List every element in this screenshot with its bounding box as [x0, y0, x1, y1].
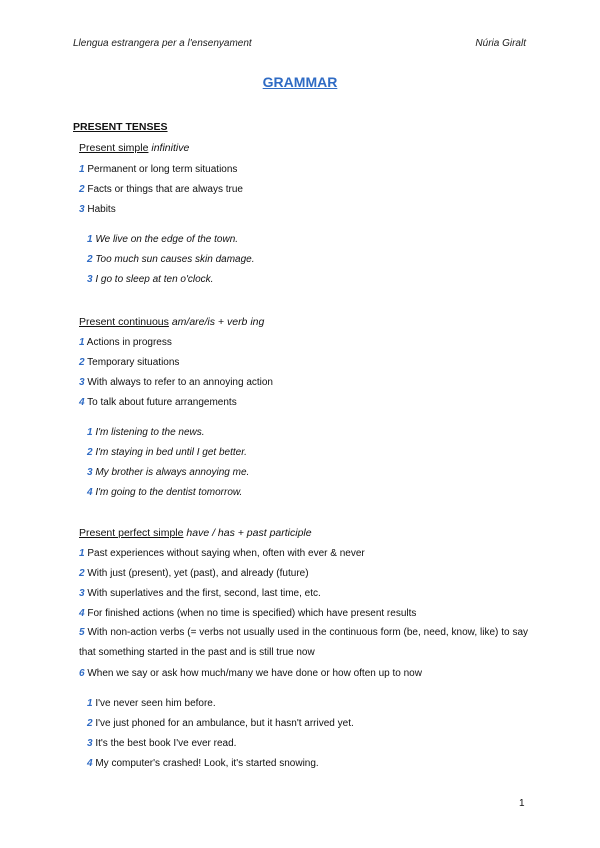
example-item: 3 I go to sleep at ten o'clock.: [87, 274, 214, 285]
list-item: 1 Past experiences without saying when, often with ever & never: [79, 548, 365, 559]
tense-name: Present perfect simple: [79, 527, 184, 539]
list-item: 3 With superlatives and the first, second, last time, etc.: [79, 588, 321, 599]
section-heading: PRESENT TENSES: [73, 121, 168, 133]
present-continuous-heading: [79, 316, 264, 328]
list-item: 2 Facts or things that are always true: [79, 184, 243, 195]
list-item: 4 To talk about future arrangements: [79, 397, 237, 408]
example-item: 2 I've just phoned for an ambulance, but it hasn't arrived yet.: [87, 718, 354, 729]
list-item: 4 For finished actions (when no time is specified) which have present results: [79, 608, 417, 619]
tense-form: am/are/is + verb ing: [171, 316, 265, 328]
example-item: 1 I'm listening to the news.: [87, 427, 205, 438]
example-item: 2 I'm staying in bed until I get better.: [87, 447, 247, 458]
example-item: 2 Too much sun causes skin damage.: [87, 254, 255, 265]
header-author: Núria Giralt: [475, 38, 526, 49]
page-title: GRAMMAR: [262, 74, 338, 90]
example-item: 1 We live on the edge of the town.: [87, 234, 239, 245]
example-item: 4 My computer's crashed! Look, it's started snowing.: [87, 758, 319, 769]
example-item: 3 My brother is always annoying me.: [87, 467, 250, 478]
example-item: 4 I'm going to the dentist tomorrow.: [87, 487, 243, 498]
list-item: 3 With always to refer to an annoying action: [79, 377, 273, 388]
example-item: 1 I've never seen him before.: [87, 698, 216, 709]
list-item: 5 With non-action verbs (= verbs not usually used in the continuous form (be, need, know, like) to say that something started in the past and is still true now: [79, 627, 529, 658]
tense-name: Present simple: [79, 142, 149, 154]
list-item: 2 Temporary situations: [79, 357, 180, 368]
list-item: 1 Actions in progress: [79, 337, 172, 348]
page-number: 1: [519, 798, 525, 809]
example-item: 3 It's the best book I've ever read.: [87, 738, 237, 749]
tense-form: have / has + past participle: [186, 527, 312, 539]
tense-name: Present continuous: [79, 316, 169, 328]
present-simple-heading: [79, 142, 189, 154]
list-item: 3 Habits: [79, 204, 116, 215]
header-course: Llengua estrangera per a l'ensenyament: [73, 38, 252, 49]
present-perfect-heading: [79, 527, 312, 539]
list-item: 1 Permanent or long term situations: [79, 164, 238, 175]
list-item: 2 With just (present), yet (past), and already (future): [79, 568, 309, 579]
list-item: 6 When we say or ask how much/many we have done or how often up to now: [79, 668, 422, 679]
tense-form: infinitive: [151, 142, 190, 154]
